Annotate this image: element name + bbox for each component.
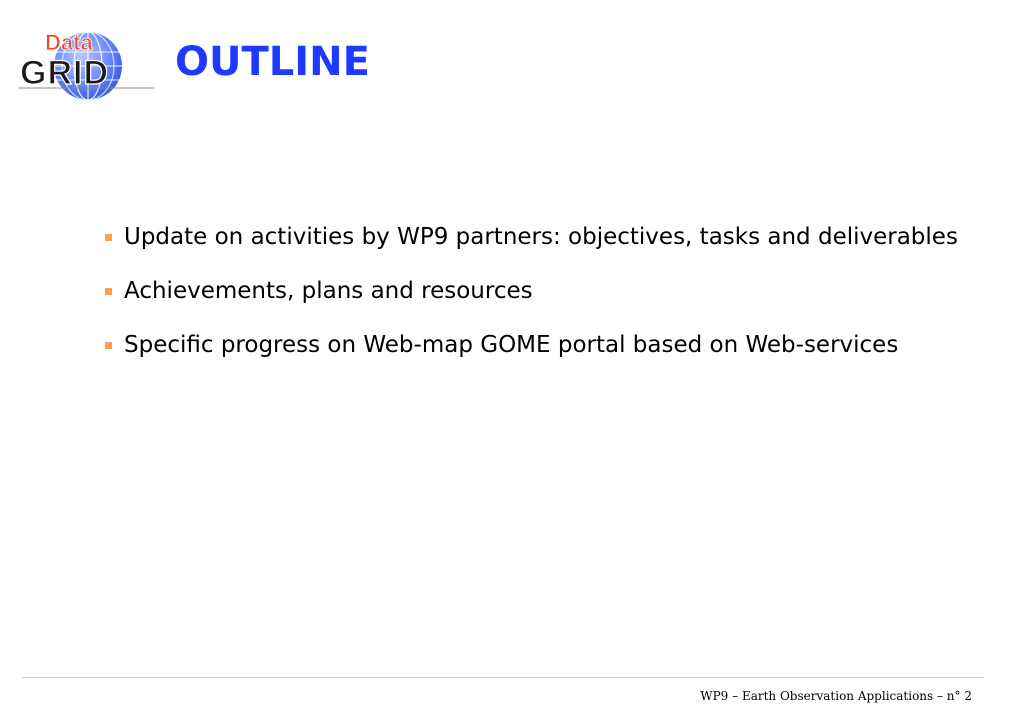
square-bullet-icon xyxy=(105,234,112,241)
logo-grid-text: GRID xyxy=(20,54,109,92)
bullet-list xyxy=(104,222,984,384)
bullet-item xyxy=(104,330,984,361)
square-bullet-icon xyxy=(105,342,112,349)
page-title: OUTLINE xyxy=(175,39,370,85)
bullet-item xyxy=(104,276,984,307)
footer-divider xyxy=(22,677,984,678)
datagrid-logo xyxy=(18,28,158,104)
bullet-text: Update on activities by WP9 partners: objectives, tasks and deliverables xyxy=(124,224,958,250)
datagrid-logo-icon xyxy=(18,28,158,104)
footer-text: WP9 – Earth Observation Applications – n° 2 xyxy=(700,689,972,703)
bullet-text: Achievements, plans and resources xyxy=(124,278,533,304)
square-bullet-icon xyxy=(105,288,112,295)
bullet-item xyxy=(104,222,984,253)
logo-data-text: Data xyxy=(45,30,93,55)
bullet-text: Specific progress on Web-map GOME portal based on Web-services xyxy=(124,332,899,358)
